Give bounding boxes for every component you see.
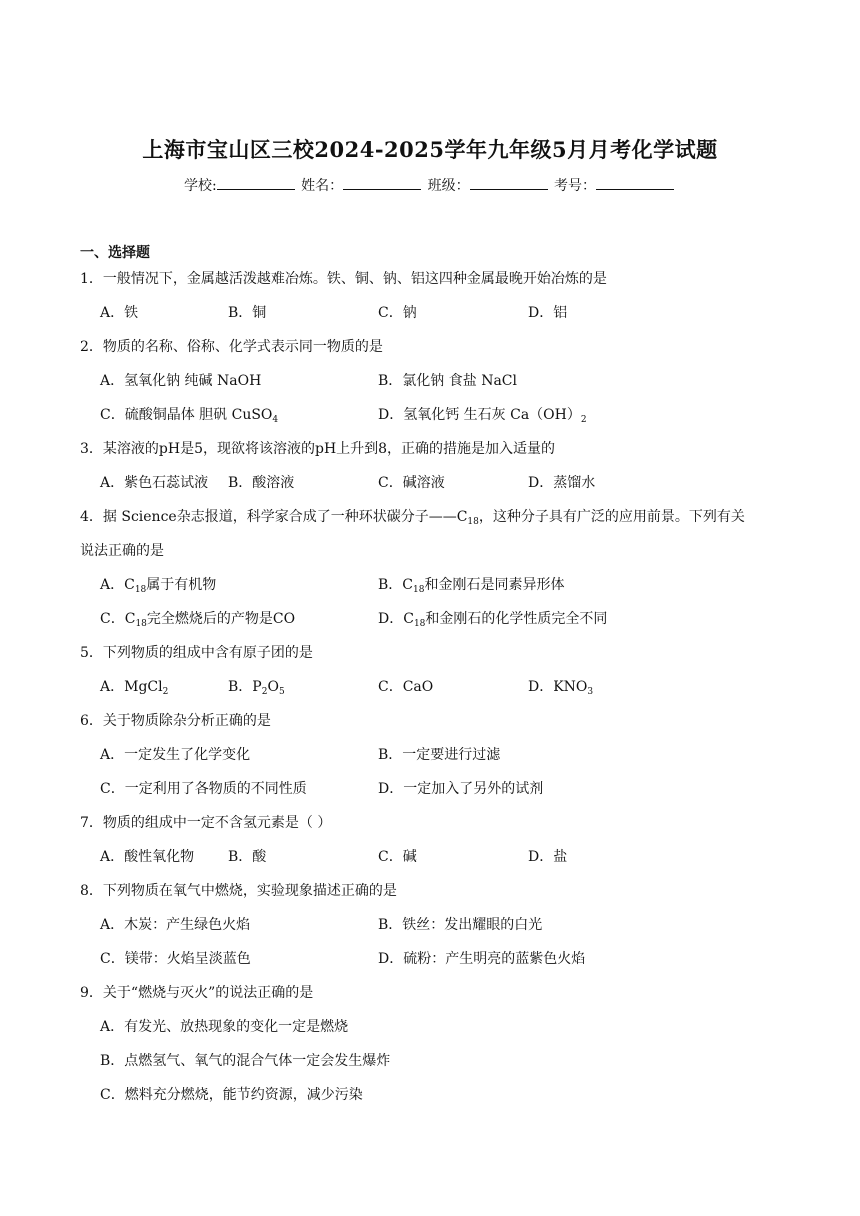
class-blank[interactable] bbox=[470, 177, 548, 190]
question-5-option-d[interactable]: D．$KNO_3$ bbox=[528, 679, 594, 697]
question-5-stem: 5．下列物质的组成中含有原子团的是 bbox=[80, 645, 313, 661]
question-6-option-d[interactable]: D．一定加入了另外的试剂 bbox=[378, 781, 544, 797]
page-title: 上海市宝山区三校2024-2025学年九年级5月月考化学试题 bbox=[142, 137, 718, 162]
question-4-option-a[interactable]: A．$C_{18}$属于有机物 bbox=[100, 577, 217, 595]
question-6-stem: 6．关于物质除杂分析正确的是 bbox=[80, 713, 271, 729]
question-3-stem: 3．某溶液的pH是5，现欲将该溶液的pH上升到8，正确的措施是加入适量的 bbox=[80, 441, 556, 457]
question-4-stem-line-1: 4．据 Science杂志报道，科学家合成了一种环状碳分子$——C_{18}$，这种分子具有广泛的应用前景。下列有关 bbox=[80, 509, 745, 527]
question-9-option-c[interactable]: C．燃料充分燃烧，能节约资源，减少污染 bbox=[100, 1087, 363, 1103]
question-7-option-d[interactable]: D．盐 bbox=[528, 849, 568, 865]
question-1-option-a[interactable]: A．铁 bbox=[100, 305, 139, 321]
name-label: 姓名： bbox=[301, 178, 344, 194]
question-1-stem: 1．一般情况下，金属越活泼越难冶炼。铁、铜、钠、铝这四种金属最晚开始冶炼的是 bbox=[80, 271, 607, 287]
question-8-option-a[interactable]: A．木炭：产生绿色火焰 bbox=[100, 917, 251, 933]
student-info-line bbox=[0, 175, 860, 195]
question-4-option-d[interactable]: D．$C_{18}$和金刚石的化学性质完全不同 bbox=[378, 611, 608, 629]
question-3-option-c[interactable]: C．碱溶液 bbox=[378, 475, 445, 491]
question-3-option-a[interactable]: A．紫色石蕊试液 bbox=[100, 475, 209, 491]
question-4-option-c[interactable]: C．$C_{18}$完全燃烧后的产物是CO bbox=[100, 611, 296, 629]
school-label: 学校: bbox=[183, 178, 217, 194]
question-4-option-b[interactable]: B．$C_{18}$和金刚石是同素异形体 bbox=[378, 577, 565, 595]
question-1-option-b[interactable]: B．铜 bbox=[228, 305, 267, 321]
question-6-option-a[interactable]: A．一定发生了化学变化 bbox=[100, 747, 251, 763]
question-6-option-b[interactable]: B．一定要进行过滤 bbox=[378, 747, 501, 763]
question-4-stem-line-2: 说法正确的是 bbox=[80, 543, 164, 559]
question-5-option-a[interactable]: A．MgCl$_2$ bbox=[100, 679, 169, 697]
question-3-option-b[interactable]: B．酸溶液 bbox=[228, 475, 295, 491]
question-3-option-d[interactable]: D．蒸馏水 bbox=[528, 475, 596, 491]
question-7-option-a[interactable]: A．酸性氧化物 bbox=[100, 849, 195, 865]
question-1-option-c[interactable]: C．钠 bbox=[378, 305, 417, 321]
question-5-option-b[interactable]: B．$P_2O_5$ bbox=[228, 679, 285, 697]
question-8-option-c[interactable]: C．镁带：火焰呈淡蓝色 bbox=[100, 951, 251, 967]
question-9-stem: 9．关于“燃烧与灭火”的说法正确的是 bbox=[80, 985, 314, 1001]
section-title: 一、选择题 bbox=[80, 245, 150, 261]
exam-no-blank[interactable] bbox=[596, 177, 674, 190]
question-2-option-c[interactable]: C．硫酸铜晶体 胆矾 CuSO$_4$ bbox=[100, 407, 279, 425]
question-9-option-a[interactable]: A．有发光、放热现象的变化一定是燃烧 bbox=[100, 1019, 349, 1035]
question-2-stem: 2．物质的名称、俗称、化学式表示同一物质的是 bbox=[80, 339, 383, 355]
question-8-option-b[interactable]: B．铁丝：发出耀眼的白光 bbox=[378, 917, 543, 933]
exam-no-label: 考号： bbox=[554, 178, 597, 194]
question-9-option-b[interactable]: B．点燃氢气、氧气的混合气体一定会发生爆炸 bbox=[100, 1053, 391, 1069]
question-8-stem: 8．下列物质在氧气中燃烧，实验现象描述正确的是 bbox=[80, 883, 397, 899]
question-5-option-c[interactable]: C．CaO bbox=[378, 679, 434, 695]
school-blank[interactable] bbox=[217, 177, 295, 190]
question-2-option-b[interactable]: B．氯化钠 食盐 NaCl bbox=[378, 373, 517, 389]
question-7-option-b[interactable]: B．酸 bbox=[228, 849, 267, 865]
name-blank[interactable] bbox=[343, 177, 421, 190]
question-2-option-d[interactable]: D．氢氧化钙 生石灰 $Ca(OH)_2$ bbox=[378, 407, 587, 425]
question-8-option-d[interactable]: D．硫粉：产生明亮的蓝紫色火焰 bbox=[378, 951, 586, 967]
question-7-stem: 7．物质的组成中一定不含氢元素是（ ） bbox=[80, 815, 332, 831]
question-1-option-d[interactable]: D．铝 bbox=[528, 305, 568, 321]
question-7-option-c[interactable]: C．碱 bbox=[378, 849, 417, 865]
question-6-option-c[interactable]: C．一定利用了各物质的不同性质 bbox=[100, 781, 307, 797]
question-2-option-a[interactable]: A．氢氧化钠 纯碱 NaOH bbox=[100, 373, 262, 389]
class-label: 班级： bbox=[427, 178, 470, 194]
